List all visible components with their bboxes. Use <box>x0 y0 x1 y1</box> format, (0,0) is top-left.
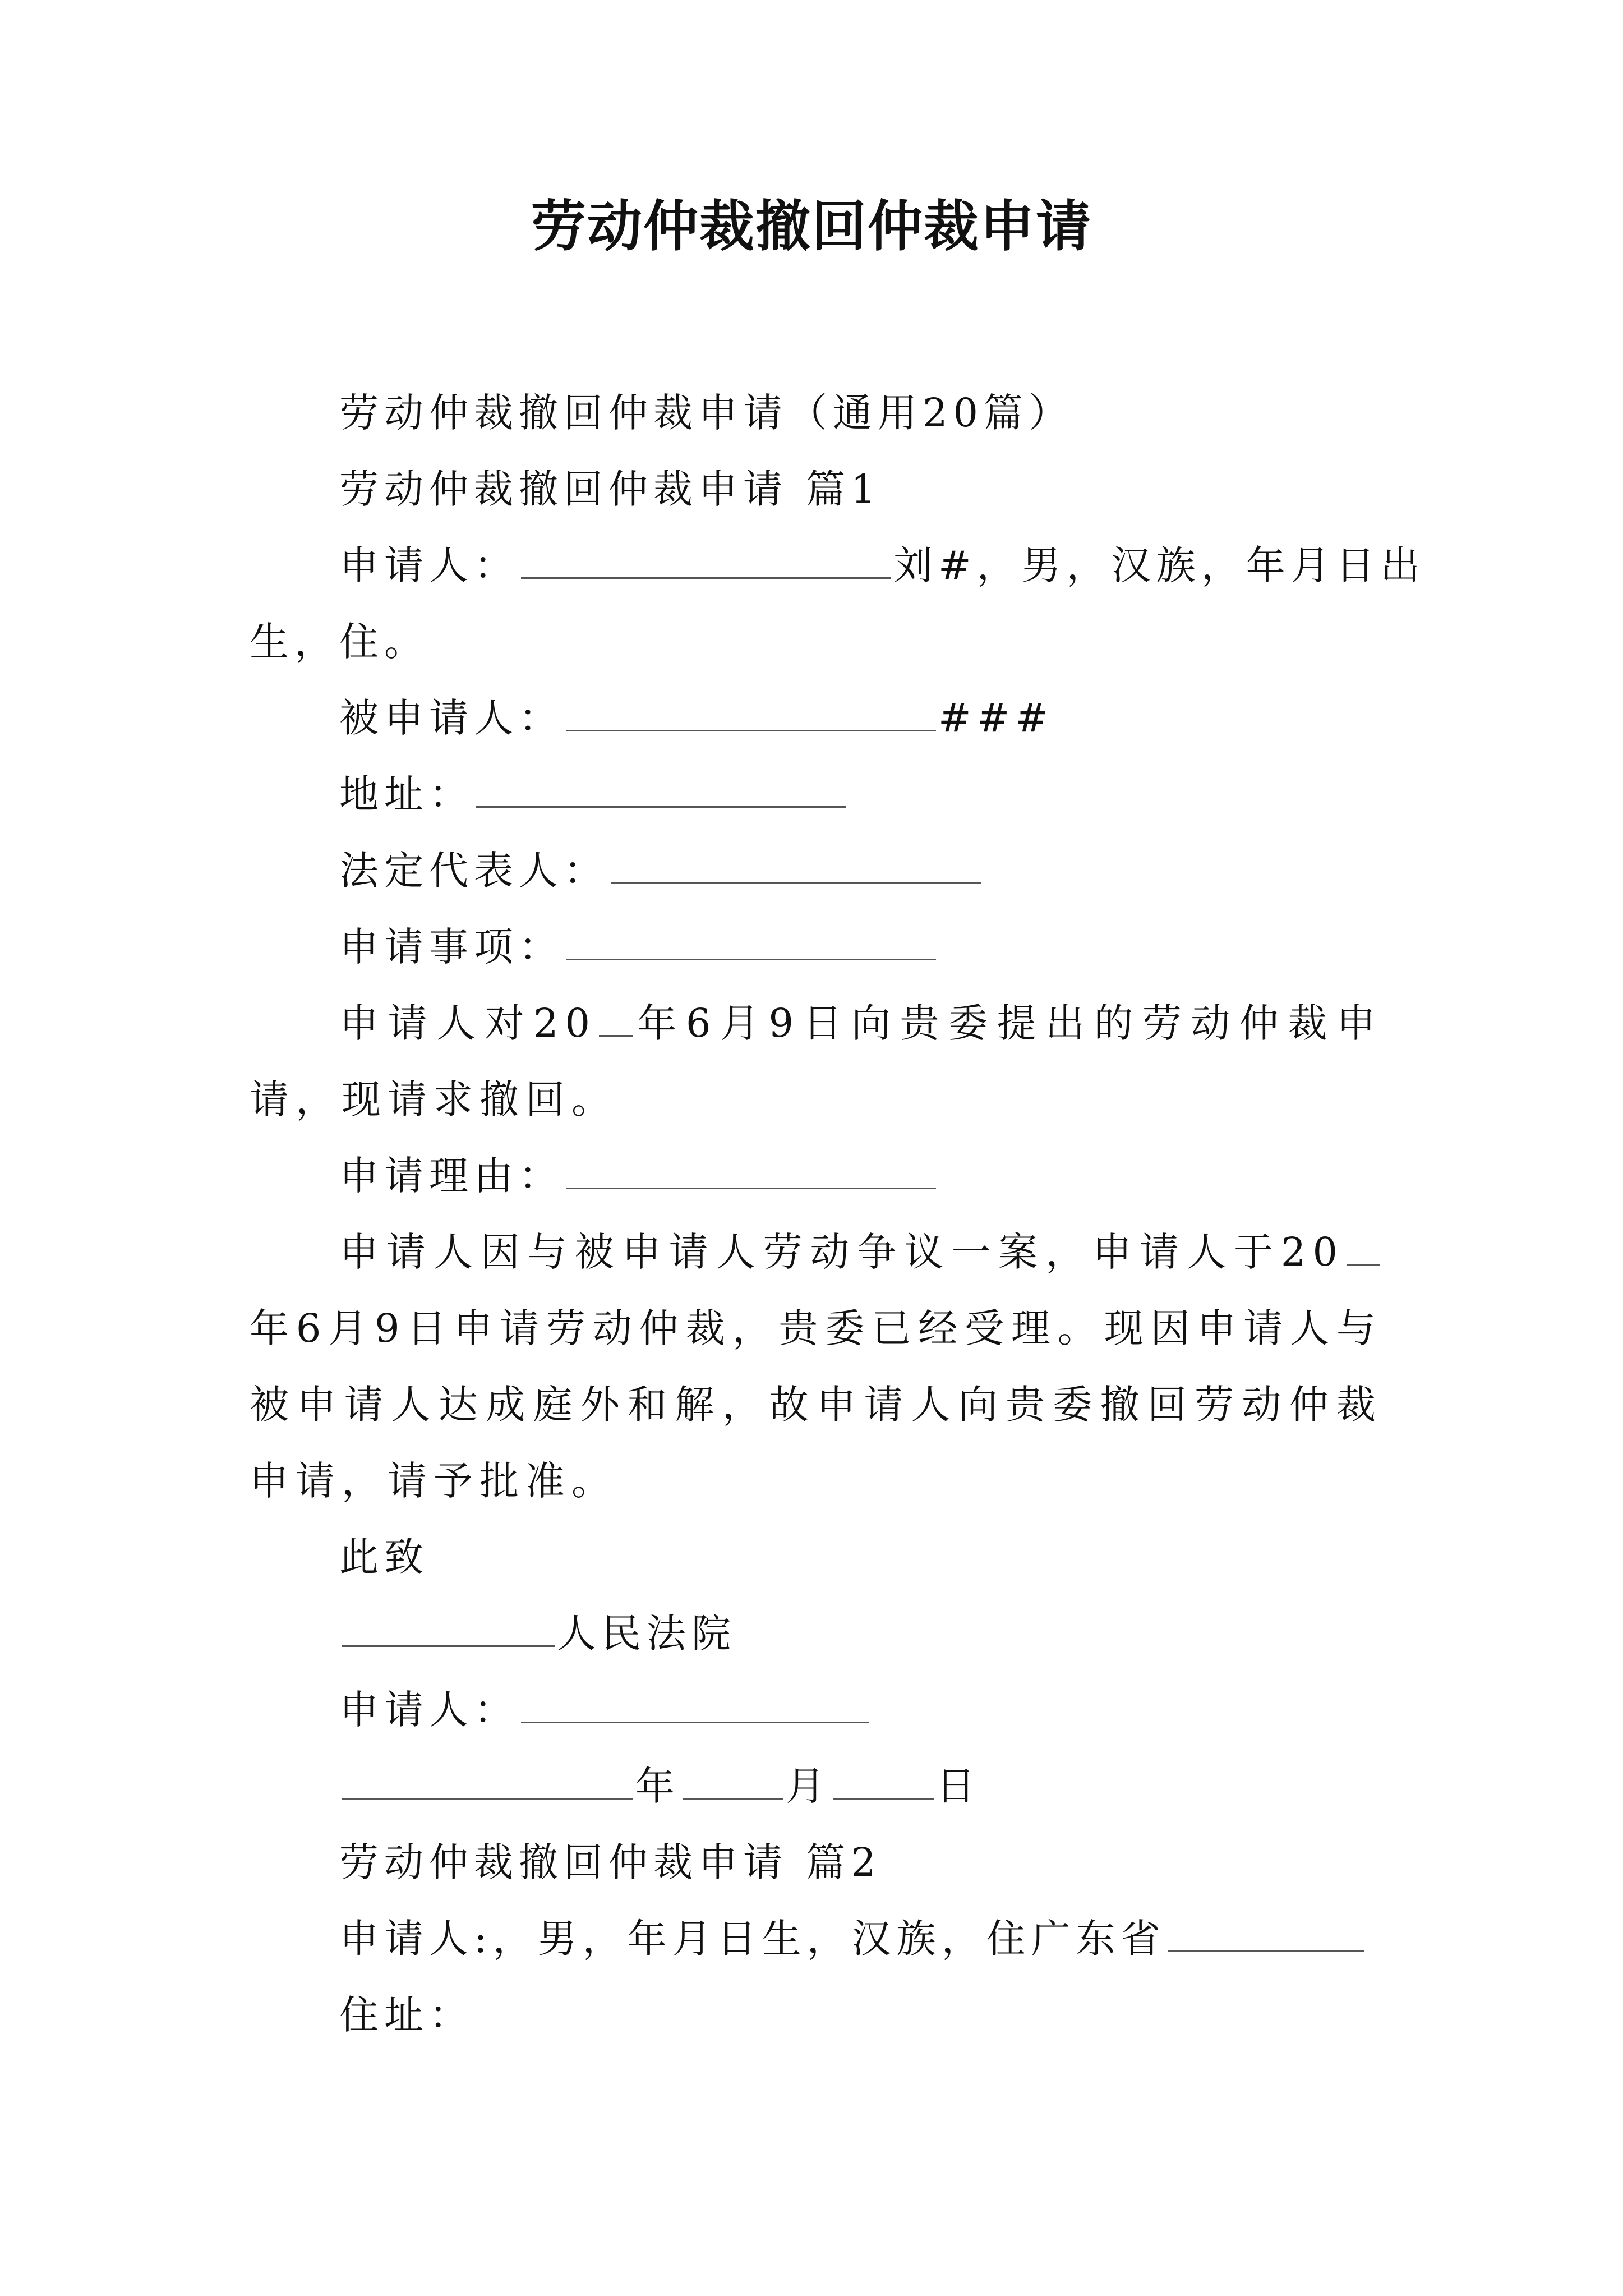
sign-blank <box>521 1689 869 1723</box>
matters-text-a: 申请人对20 <box>339 1000 597 1046</box>
reason-text-b: 年6月9日申请劳动仲裁，贵委已经受理。现因申请人与被申请人达成庭外和解，故申请人向贵委撤回劳动仲裁申请，请予批准。 <box>250 1305 1382 1504</box>
applicant-label: 申请人： <box>339 542 519 588</box>
part1-sign-line <box>250 1672 1472 1748</box>
respondent-label: 被申请人： <box>339 695 564 741</box>
part1-heading: 劳动仲裁撤回仲裁申请 篇1 <box>339 466 882 512</box>
applicant-blank <box>521 545 891 579</box>
reason-year-blank <box>1347 1231 1380 1266</box>
reason-blank <box>566 1155 936 1189</box>
matters-year-blank <box>599 1002 633 1037</box>
legal-rep-label: 法定代表人： <box>339 848 608 894</box>
part1-applicant-line <box>250 527 1472 604</box>
part1-date-line <box>250 1748 1472 1824</box>
part2-address-label: 住址： <box>339 1992 474 2038</box>
sign-label: 申请人： <box>339 1687 519 1733</box>
part1-reason-line <box>250 1138 1472 1214</box>
matters-text-b: 年6月9日向贵委提出的劳动仲裁申请，现请求撤回。 <box>250 1000 1382 1122</box>
part2-applicant-text: 申请人:，男，年月日生，汉族，住广东省 <box>339 1916 1166 1962</box>
date-month-blank <box>683 1765 783 1800</box>
date-day-blank <box>833 1765 934 1800</box>
court-blank <box>342 1613 555 1647</box>
applicant-info-line2: 生，住。 <box>250 619 429 665</box>
court-suffix: 人民法院 <box>557 1611 736 1657</box>
date-month-label: 月 <box>786 1763 831 1809</box>
part1-matters-line <box>250 909 1472 985</box>
date-day-label: 日 <box>936 1763 981 1809</box>
matters-blank <box>566 926 936 960</box>
legal-rep-blank <box>611 850 981 884</box>
address-label: 地址： <box>339 771 474 817</box>
part1-legal-rep-line <box>250 832 1472 909</box>
part1-salutation: 此致 <box>339 1534 429 1580</box>
respondent-value: ### <box>938 695 1054 741</box>
part1-address-line <box>250 756 1472 832</box>
date-year-label: 年 <box>635 1763 680 1809</box>
document-title: 劳动仲裁撤回仲裁申请 <box>531 194 1092 259</box>
reason-text-a: 申请人因与被申请人劳动争议一案，申请人于20 <box>339 1229 1344 1275</box>
reason-label: 申请理由： <box>339 1153 564 1199</box>
matters-label: 申请事项： <box>339 924 564 970</box>
date-year-blank <box>342 1765 633 1800</box>
respondent-blank <box>566 697 936 731</box>
part2-heading: 劳动仲裁撤回仲裁申请 篇2 <box>339 1839 882 1885</box>
part1-court-line <box>250 1595 1472 1672</box>
part1-respondent-line <box>250 680 1472 756</box>
part1-reason-text <box>250 1214 1382 1519</box>
part2-province-blank <box>1168 1918 1364 1952</box>
part1-matters-text <box>250 985 1382 1138</box>
document-subtitle: 劳动仲裁撤回仲裁申请（通用20篇） <box>339 390 1074 436</box>
applicant-info-line1: 刘#，男，汉族，年月日出 <box>893 542 1426 588</box>
part2-applicant-line <box>250 1901 1472 1977</box>
address-blank <box>476 774 846 808</box>
